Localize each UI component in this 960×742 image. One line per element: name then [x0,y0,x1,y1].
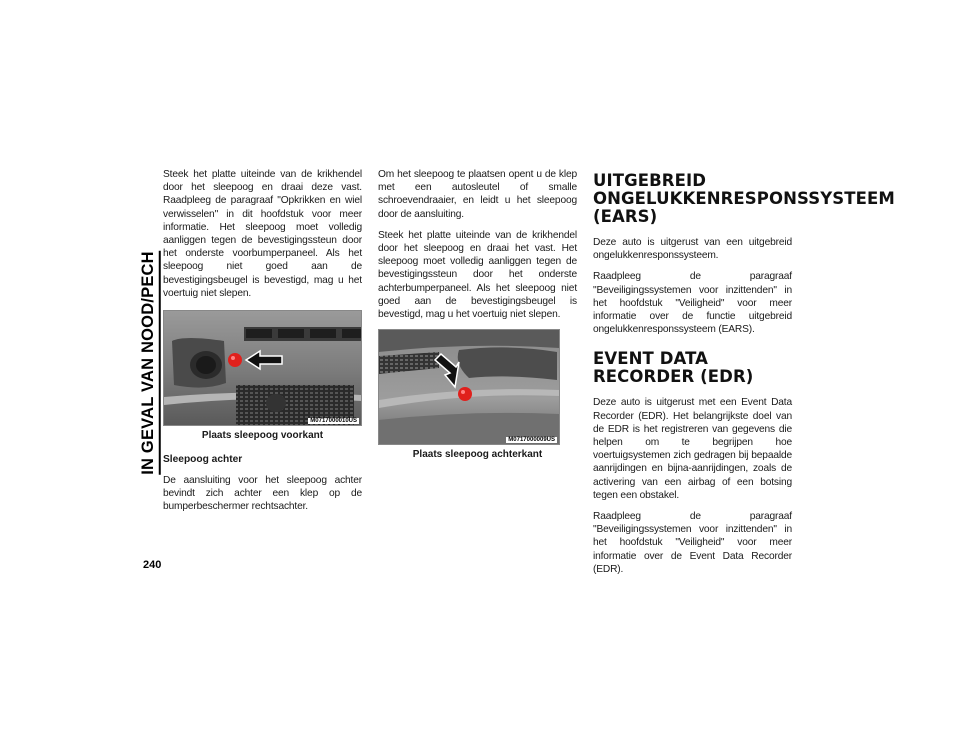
figure-caption: Plaats sleepoog voorkant [201,430,324,442]
paragraph: Deze auto is uitgerust van een uitgebreid ongelukkenresponssysteem. [593,237,792,262]
subheading: Sleepoog achter [163,454,243,466]
front-tow-eye-photo [163,310,362,426]
paragraph: Steek het platte uiteinde van de krikhendel door het sleepoog en draai deze vast. Raadpleeg de paragraaf "Opkrikken en wiel verwisselen" in dit hoofdstuk voor meer informatie. Het sleepoog moet volledig aanliggen tegen de bevestigingssteun door het onderste voorbumperpaneel. Als het sleepoog niet goed aan de bevestigingsbeugel is bevestigd, mag u het voertuig niet slepen. [163,169,362,299]
rear-tow-eye-photo [378,329,560,445]
chapter-title: IN GEVAL VAN NOOD/PECH [139,251,161,475]
image-code: M0717000009US [508,437,555,444]
section-heading-ears: UITGEBREID ONGELUKKENRESPONSSYSTEEM (EARS) [593,171,895,226]
rear-bumper-illustration [379,330,559,444]
chapter-side-tab [135,176,165,550]
figure-caption: Plaats sleepoog achterkant [412,449,543,461]
page-number: 240 [143,559,162,571]
column-3 [593,170,895,584]
image-code: M0717000010US [310,418,357,425]
paragraph: Steek het platte uiteinde van de krikhendel door het sleepoog en draai het vast. Het sleepoog moet volledig aanliggen tegen de bevestigingssteun door het onderste achterbumperpaneel. Als het sleepoog niet goed aan de bevestigingsbeugel is bevestigd, mag u het voertuig niet slepen. [378,229,577,321]
front-bumper-illustration [164,311,361,425]
paragraph: Raadpleeg de paragraaf "Beveiligingssystemen voor inzittenden" in het hoofdstuk "Veiligheid" voor meer informatie over de functie uitgebreid ongelukkenresponssysteem (EARS). [593,271,792,336]
column-2 [378,168,577,472]
paragraph: De aansluiting voor het sleepoog achter bevindt zich achter een klep op de bumperbeschermer rechtsachter. [163,475,362,513]
paragraph: Om het sleepoog te plaatsen opent u de klep met een autosleutel of smalle schroevendraaier, en leidt u het sleepoog door de aansluiting. [378,169,577,220]
column-1 [163,168,362,522]
paragraph: Raadpleeg de paragraaf "Beveiligingssystemen voor inzittenden" in het hoofdstuk "Veiligheid" voor meer informatie over de Event Data Recorder (EDR). [593,511,792,575]
section-heading-edr: EVENT DATA RECORDER (EDR) [593,349,754,387]
paragraph: Deze auto is uitgerust met een Event Data Recorder (EDR). Het belangrijkste doel van de EDR is het registreren van gegevens die helpen om te begrijpen hoe voertuigsystemen zich gedragen bij bepaalde aanrijdingen en bijna-aanrijdingen, zoals de activering van een airbag of een botsing tegen een obstakel. [593,397,792,501]
